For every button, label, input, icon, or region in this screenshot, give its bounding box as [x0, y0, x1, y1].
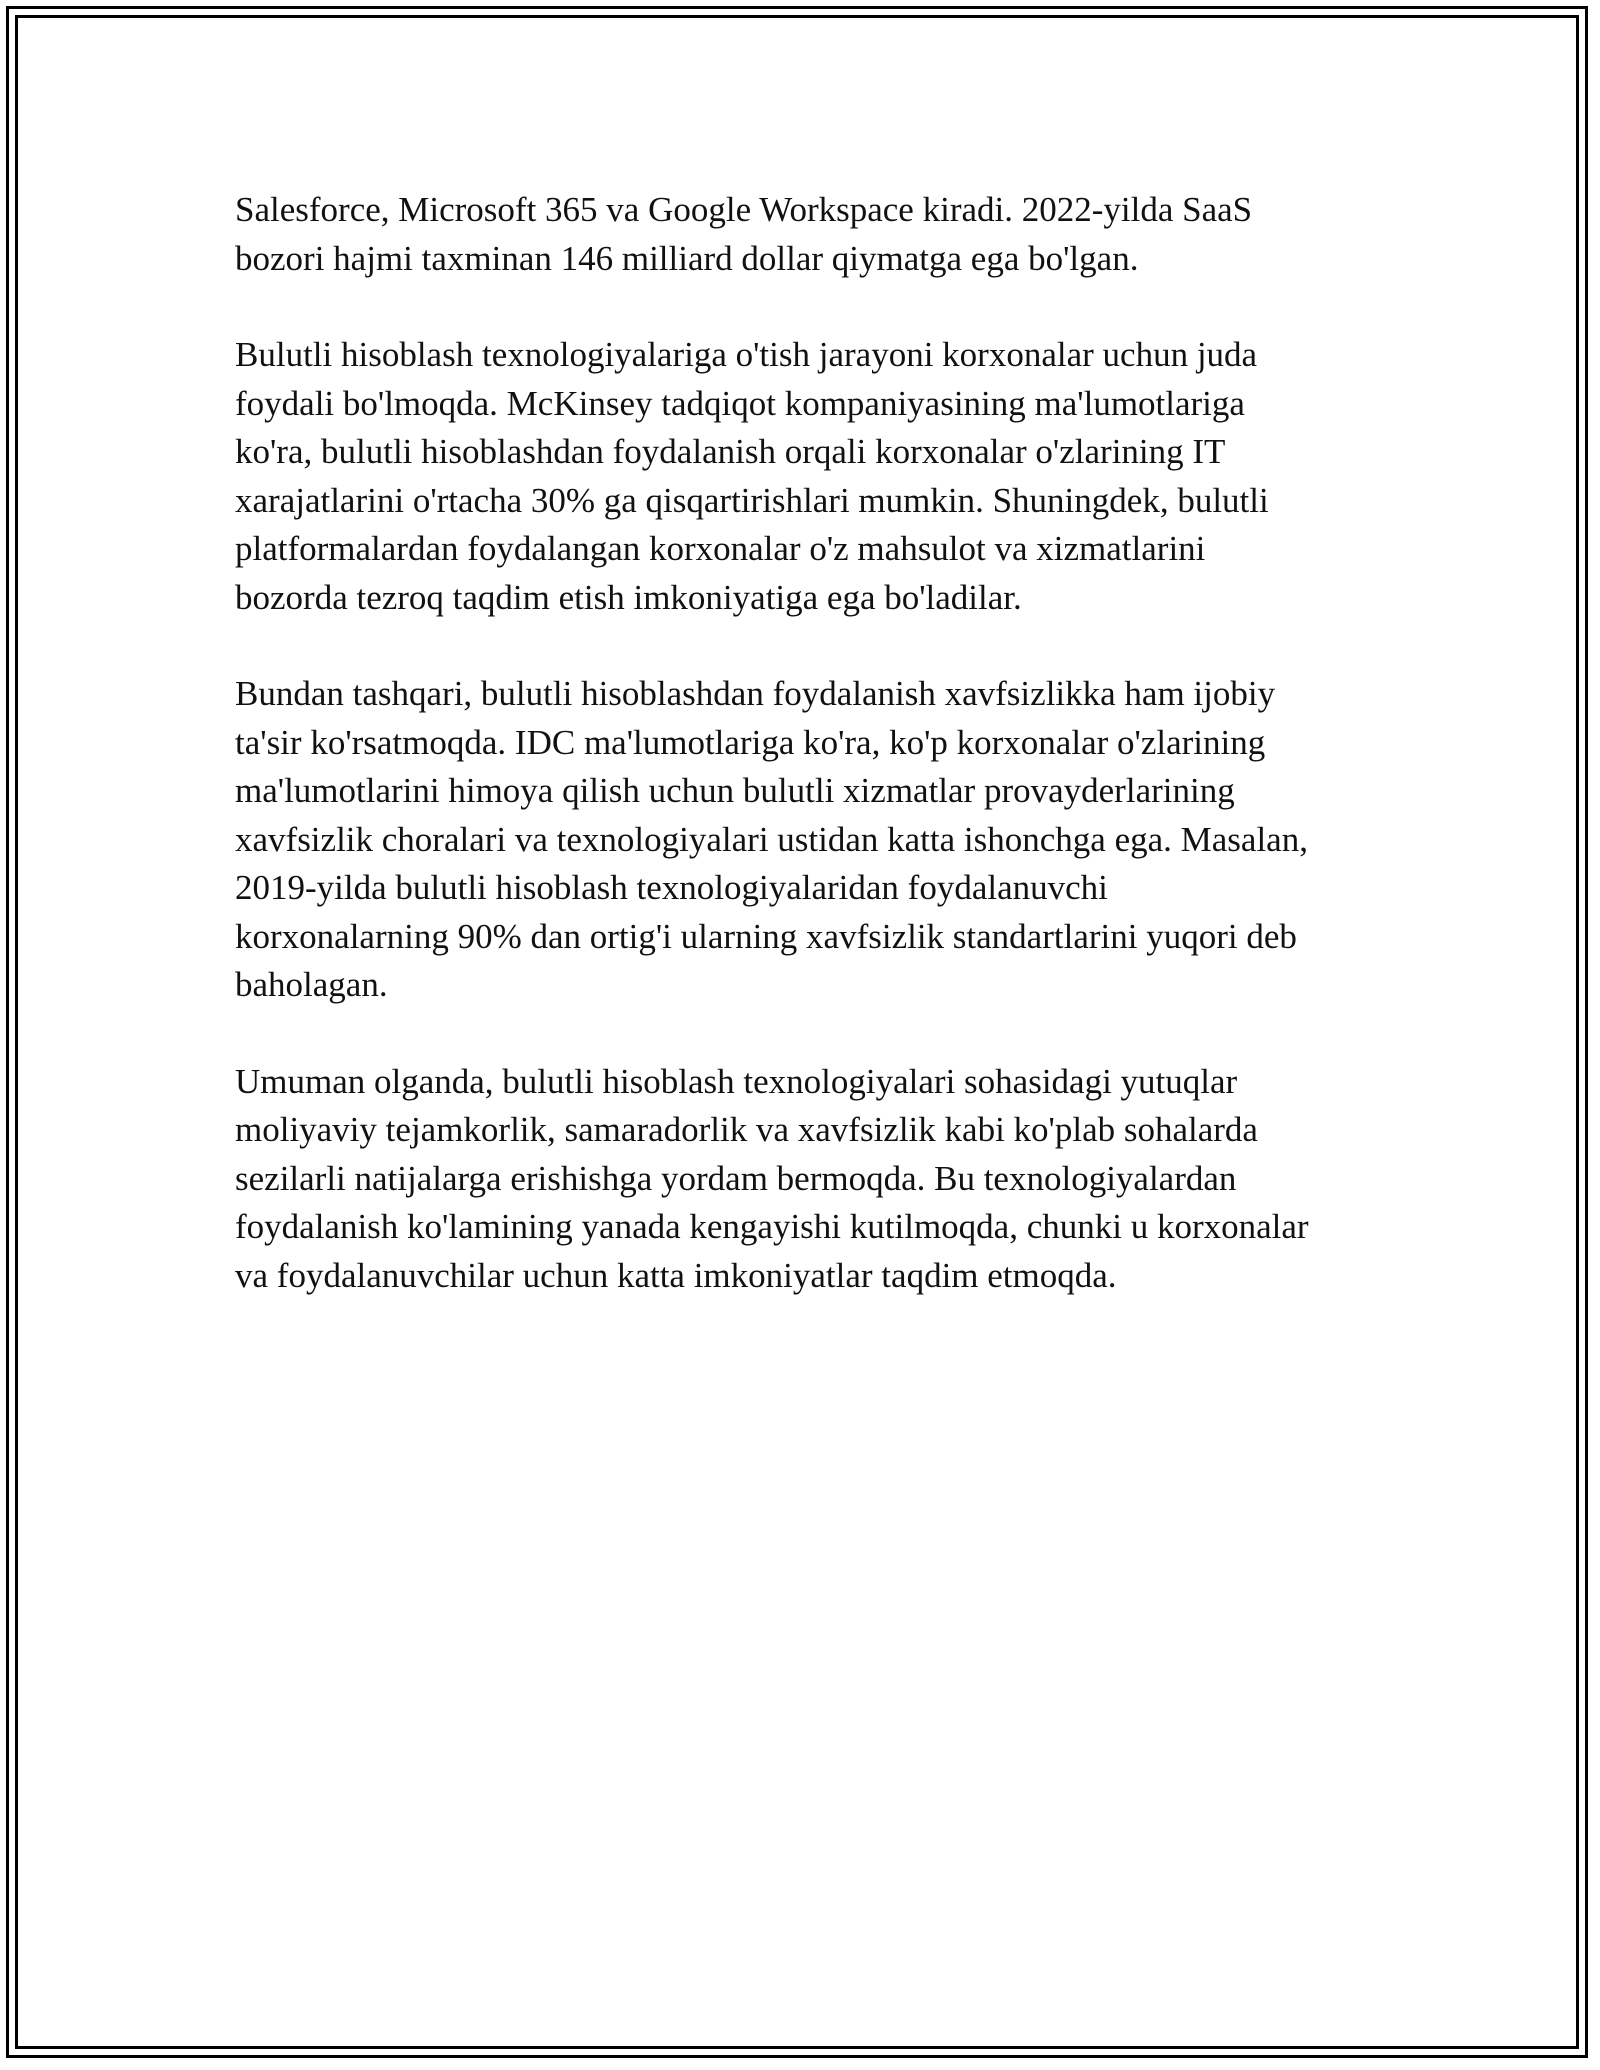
paragraph-cloud-security: Bundan tashqari, bulutli hisoblashdan foydalanish xavfsizlikka ham ijobiy ta'sir ko'rsatmoqda. IDC ma'lumotlariga ko'ra, ko'p korxonalar o'zlarining ma'lumotlarini himoya qilish uchun bulutli xizmatlar provayderlarining xavfsizlik choralari va texnologiyalari ustidan katta ishonchga ega. Masalan, 2019-yilda bulutli hisoblash texnologiyalaridan foydalanuvchi korxonalarning 90% dan ortig'i ularning xavfsizlik standartlarini yuqori deb baholagan. — [235, 674, 1308, 1004]
paragraph-cloud-benefits: Bulutli hisoblash texnologiyalariga o'tish jarayoni korxonalar uchun juda foydali bo'lmoqda. McKinsey tadqiqot kompaniyasining ma'lumotlariga ko'ra, bulutli hisoblashdan foydalanish orqali korxonalar o'zlarining IT xarajatlarini o'rtacha 30% ga qisqartirishlari mumkin. Shuningdek, bulutli platformalardan foydalangan korxonalar o'z mahsulot va xizmatlarini bozorda tezroq taqdim etish imkoniyatiga ega bo'ladilar. — [235, 335, 1269, 617]
document-body — [235, 186, 1375, 1348]
paragraph-conclusion: Umuman olganda, bulutli hisoblash texnologiyalari sohasidagi yutuqlar moliyaviy tejamkorlik, samaradorlik va xavfsizlik kabi ko'plab sohalarda sezilarli natijalarga erishishga yordam bermoqda. Bu texnologiyalardan foydalanish ko'lamining yanada kengayishi kutilmoqda, chunki u korxonalar va foydalanuvchilar uchun katta imkoniyatlar taqdim etmoqda. — [235, 1061, 1309, 1295]
paragraph-saas-market: Salesforce, Microsoft 365 va Google Workspace kiradi. 2022-yilda SaaS bozori hajmi taxminan 146 milliard dollar qiymatga ega bo'lgan. — [235, 190, 1253, 278]
